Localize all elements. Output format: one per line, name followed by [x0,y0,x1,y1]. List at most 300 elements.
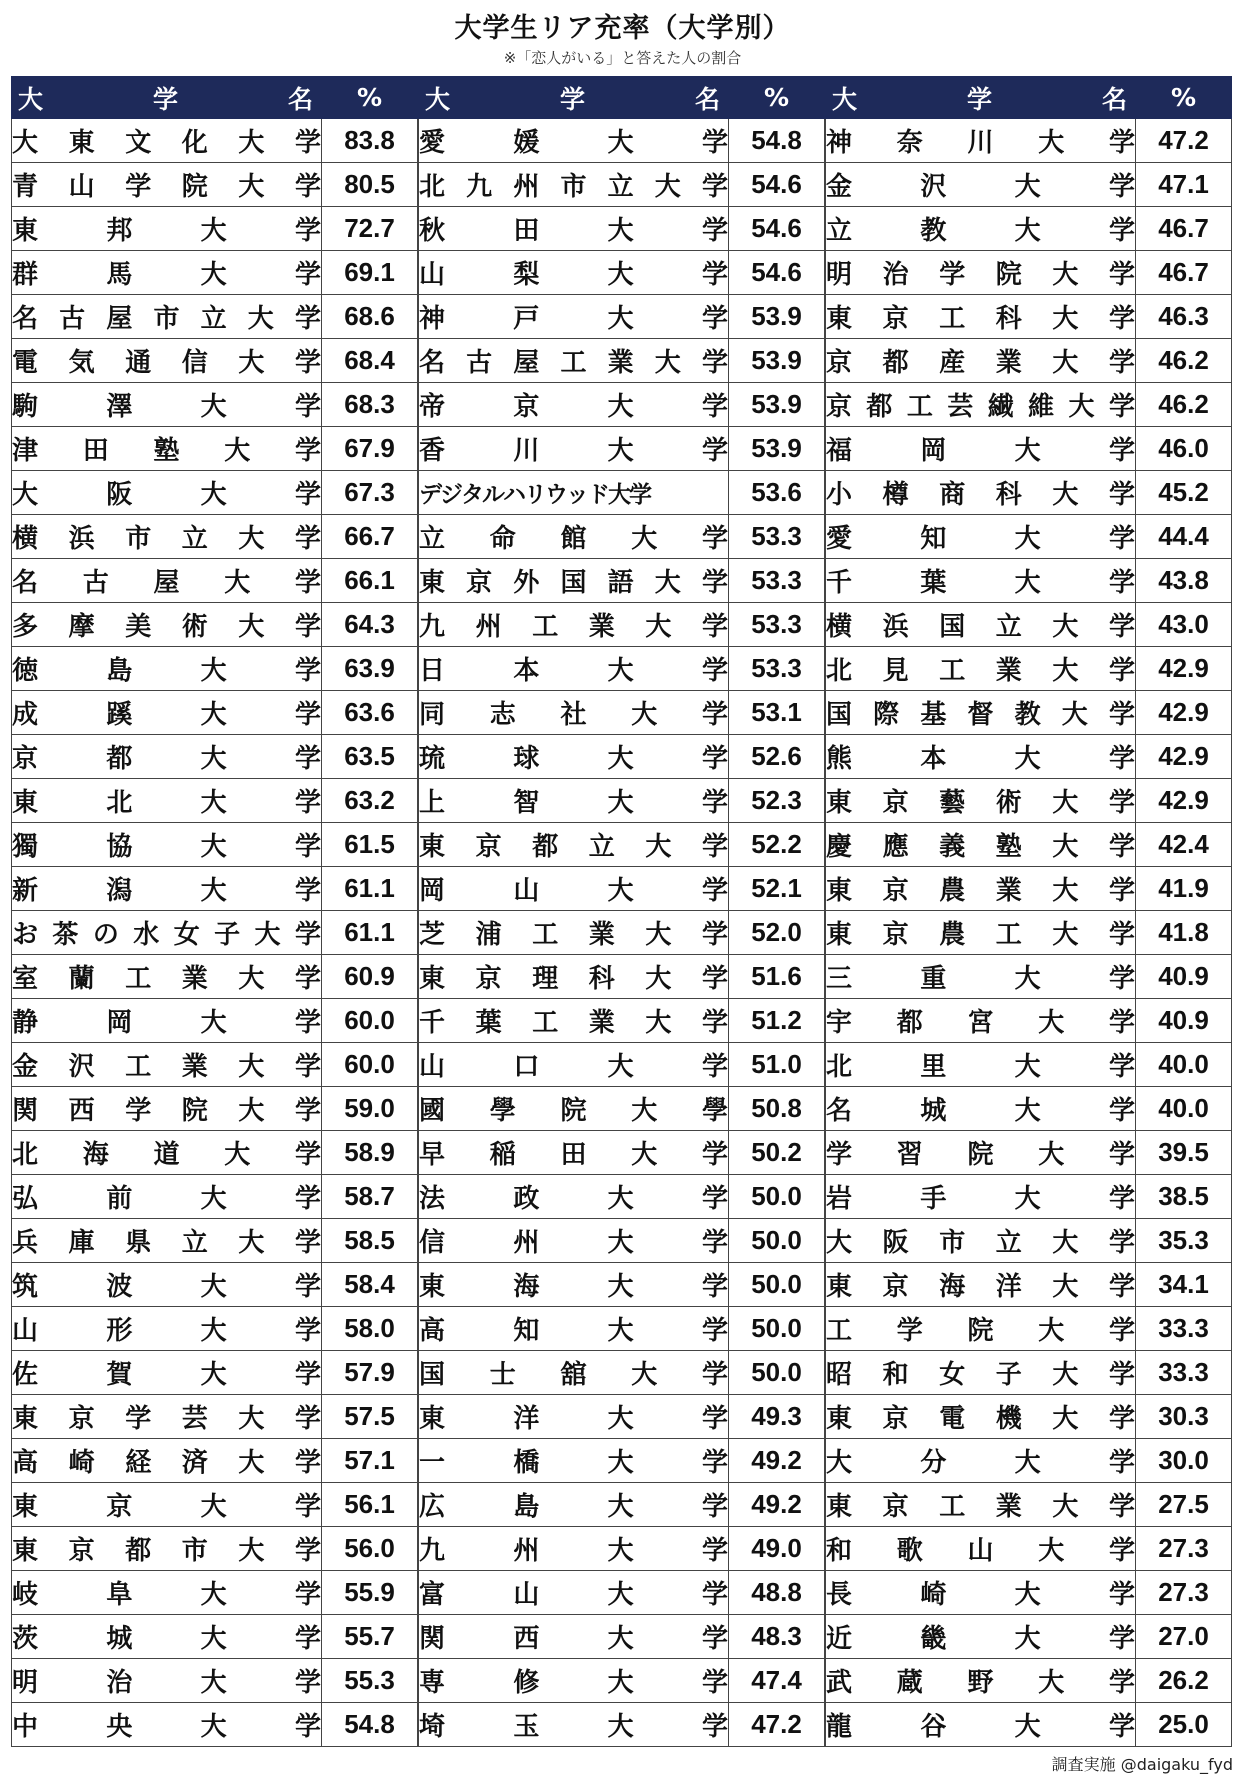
percent-value: 48.8 [729,1571,825,1615]
percent-value: 53.3 [729,515,825,559]
table-row [12,1131,418,1175]
university-name-cell [12,383,322,427]
university-name-cell [826,1263,1136,1307]
university-name: 金 沢 工 業 大 学 [12,1052,321,1082]
university-name: 電 気 通 信 大 学 [12,348,321,378]
table-row [419,1615,825,1659]
table-row [419,251,825,295]
table-row [826,1703,1232,1747]
university-name: 北 見 工 業 大 学 [826,656,1135,686]
percent-value: 60.0 [322,1043,418,1087]
percent-value: 63.6 [322,691,418,735]
header-percent: % [1136,77,1232,119]
university-name: 法 政 大 学 [419,1184,728,1214]
percent-value: 45.2 [1136,471,1232,515]
university-name: 琉 球 大 学 [419,744,728,774]
university-name-cell [12,1263,322,1307]
university-name: 大 阪 市 立 大 学 [826,1228,1135,1258]
university-name: 千 葉 工 業 大 学 [419,1008,728,1038]
percent-value: 63.5 [322,735,418,779]
table-row [12,823,418,867]
university-name-cell [12,1395,322,1439]
header-name-char: 学 [559,84,585,114]
university-name: 高 知 大 学 [419,1316,728,1346]
university-name: 成 蹊 大 学 [12,700,321,730]
table-row [826,471,1232,515]
table-row [419,911,825,955]
university-name: 新 潟 大 学 [12,876,321,906]
percent-value: 33.3 [1136,1307,1232,1351]
table-row [12,1439,418,1483]
header-name-char: 大 [18,84,44,114]
table-row [826,383,1232,427]
university-name-cell [419,1131,729,1175]
university-name-cell [826,207,1136,251]
table-row [12,559,418,603]
header-name-char: 大 [425,84,451,114]
percent-value: 43.0 [1136,603,1232,647]
university-name: 上 智 大 学 [419,788,728,818]
table-row [419,1263,825,1307]
university-name: 駒 澤 大 学 [12,392,321,422]
table-row [12,911,418,955]
table-row [12,1219,418,1263]
university-name: 東 京 工 科 大 学 [826,304,1135,334]
table-row [12,339,418,383]
university-name-cell [419,295,729,339]
percent-value: 27.5 [1136,1483,1232,1527]
university-name-cell [419,603,729,647]
percent-value: 50.2 [729,1131,825,1175]
university-name: 神 奈 川 大 学 [826,128,1135,158]
percent-value: 49.2 [729,1483,825,1527]
university-name: 愛 媛 大 学 [419,128,728,158]
table-row [419,471,825,515]
table-row [419,163,825,207]
table-row [826,1219,1232,1263]
university-name-cell [12,1131,322,1175]
table-row [12,867,418,911]
table-row [419,1703,825,1747]
table-row [12,1615,418,1659]
university-name-cell [419,515,729,559]
percent-value: 56.0 [322,1527,418,1571]
table-row [826,1087,1232,1131]
table-row [12,1571,418,1615]
percent-value: 27.0 [1136,1615,1232,1659]
percent-value: 53.3 [729,647,825,691]
percent-value: 27.3 [1136,1527,1232,1571]
university-name: 慶 應 義 塾 大 学 [826,832,1135,862]
university-name-cell [826,1395,1136,1439]
percent-value: 47.2 [729,1703,825,1747]
percent-value: 69.1 [322,251,418,295]
table-row [419,1307,825,1351]
table-row [419,559,825,603]
percent-value: 67.3 [322,471,418,515]
header-percent: % [322,77,418,119]
university-name-cell [12,1175,322,1219]
university-name: 横 浜 国 立 大 学 [826,612,1135,642]
percent-value: 63.2 [322,779,418,823]
percent-value: 52.0 [729,911,825,955]
university-name: 広 島 大 学 [419,1492,728,1522]
table-row [12,515,418,559]
university-name: 東 邦 大 学 [12,216,321,246]
table-row [826,867,1232,911]
percent-value: 25.0 [1136,1703,1232,1747]
university-name: 九 州 工 業 大 学 [419,612,728,642]
university-name: 京 都 工 芸 繊 維 大 学 [826,392,1135,422]
percent-value: 40.0 [1136,1043,1232,1087]
percent-value: 64.3 [322,603,418,647]
university-name: 専 修 大 学 [419,1668,728,1698]
university-name: 静 岡 大 学 [12,1008,321,1038]
university-name: 室 蘭 工 業 大 学 [12,964,321,994]
university-name: 東 京 外 国 語 大 学 [419,568,728,598]
university-name-cell [826,295,1136,339]
university-name-cell [419,163,729,207]
percent-value: 42.9 [1136,735,1232,779]
university-name: 明 治 大 学 [12,1668,321,1698]
university-name: 獨 協 大 学 [12,832,321,862]
table-row [826,427,1232,471]
university-name-cell [12,1615,322,1659]
percent-value: 50.0 [729,1219,825,1263]
percent-value: 42.9 [1136,691,1232,735]
university-name-cell [419,735,729,779]
university-name: 東 京 藝 術 大 学 [826,788,1135,818]
table-row [419,1439,825,1483]
percent-value: 61.1 [322,911,418,955]
table-row [826,1615,1232,1659]
university-name: 北 里 大 学 [826,1052,1135,1082]
table-row [826,1527,1232,1571]
university-name-cell [12,1043,322,1087]
table-row [826,163,1232,207]
percent-value: 42.9 [1136,779,1232,823]
university-name-cell [419,1439,729,1483]
table-row [12,955,418,999]
university-name-cell [12,999,322,1043]
percent-value: 47.4 [729,1659,825,1703]
table-row [826,119,1232,163]
university-name-cell [12,251,322,295]
percent-value: 54.8 [322,1703,418,1747]
table-row [826,1307,1232,1351]
percent-value: 39.5 [1136,1131,1232,1175]
university-name-cell [12,647,322,691]
university-name: 東 京 農 工 大 学 [826,920,1135,950]
university-name-cell [826,1659,1136,1703]
table-row [826,515,1232,559]
table-row [12,779,418,823]
table-row [419,1131,825,1175]
university-name-cell [419,383,729,427]
table-row [419,1351,825,1395]
percent-value: 49.2 [729,1439,825,1483]
table-row [12,647,418,691]
university-name: 大 東 文 化 大 学 [12,128,321,158]
percent-value: 53.3 [729,603,825,647]
table-row [12,1351,418,1395]
university-name-cell [826,779,1136,823]
table-row [826,1659,1232,1703]
university-name-cell [826,559,1136,603]
percent-value: 26.2 [1136,1659,1232,1703]
university-name-cell [12,427,322,471]
percent-value: 68.3 [322,383,418,427]
table-row [419,427,825,471]
university-name: 北 九 州 市 立 大 学 [419,172,728,202]
university-name: 北 海 道 大 学 [12,1140,321,1170]
university-name-cell [12,1659,322,1703]
header-name [419,77,729,119]
percent-value: 57.9 [322,1351,418,1395]
university-name: 名 城 大 学 [826,1096,1135,1126]
university-name-cell [419,1043,729,1087]
university-name-cell [419,1527,729,1571]
university-name-cell [419,1703,729,1747]
percent-value: 57.1 [322,1439,418,1483]
table-row [826,1263,1232,1307]
university-name-cell [419,1175,729,1219]
university-name-cell [419,647,729,691]
table-row [826,251,1232,295]
table-row [826,1351,1232,1395]
percent-value: 30.3 [1136,1395,1232,1439]
university-name-cell [826,735,1136,779]
university-name: 武 蔵 野 大 学 [826,1668,1135,1698]
table-row [12,1703,418,1747]
table-row [419,1087,825,1131]
percent-value: 58.7 [322,1175,418,1219]
university-name: 龍 谷 大 学 [826,1712,1135,1742]
university-name: 和 歌 山 大 学 [826,1536,1135,1566]
percent-value: 52.2 [729,823,825,867]
university-name: 富 山 大 学 [419,1580,728,1610]
table-row [12,427,418,471]
percent-value: 58.5 [322,1219,418,1263]
header-percent: % [729,77,825,119]
university-name: 東 京 電 機 大 学 [826,1404,1135,1434]
university-name: 芝 浦 工 業 大 学 [419,920,728,950]
university-name: 岐 阜 大 学 [12,1580,321,1610]
university-name-cell [419,1219,729,1263]
university-name: お 茶 の 水 女 子 大 学 [12,920,321,950]
table-row [826,1175,1232,1219]
page-title: 大学生リア充率（大学別） [454,13,791,44]
percent-value: 68.4 [322,339,418,383]
table-row [12,1307,418,1351]
university-name-cell [12,603,322,647]
percent-value: 51.2 [729,999,825,1043]
percent-value: 42.4 [1136,823,1232,867]
header-name-char: 学 [152,84,178,114]
ranking-table-3 [825,76,1232,1747]
ranking-table-2 [418,76,825,1747]
percent-value: 80.5 [322,163,418,207]
university-name: 筑 波 大 学 [12,1272,321,1302]
university-name: 東 京 農 業 大 学 [826,876,1135,906]
university-name: 佐 賀 大 学 [12,1360,321,1390]
university-name-cell [419,779,729,823]
percent-value: 49.3 [729,1395,825,1439]
percent-value: 59.0 [322,1087,418,1131]
table-row [419,999,825,1043]
percent-value: 50.0 [729,1307,825,1351]
university-name-cell [12,1219,322,1263]
table-row [419,515,825,559]
percent-value: 57.5 [322,1395,418,1439]
university-name-cell [419,1087,729,1131]
university-name-cell [12,779,322,823]
percent-value: 68.6 [322,295,418,339]
table-row [826,207,1232,251]
percent-value: 53.6 [729,471,825,515]
university-name-cell [826,251,1136,295]
university-name-cell [826,471,1136,515]
table-row [419,1571,825,1615]
university-name-cell [826,647,1136,691]
university-name: 徳 島 大 学 [12,656,321,686]
table-row [419,647,825,691]
table-row [12,1395,418,1439]
table-row [419,1043,825,1087]
university-name: 群 馬 大 学 [12,260,321,290]
university-name: 東 京 学 芸 大 学 [12,1404,321,1434]
university-name-cell [419,1659,729,1703]
university-name-cell [419,1483,729,1527]
university-name-cell [826,427,1136,471]
table-row [12,691,418,735]
university-name-cell [826,691,1136,735]
table-row [826,911,1232,955]
percent-value: 49.0 [729,1527,825,1571]
university-name-cell [419,251,729,295]
university-name: 東 海 大 学 [419,1272,728,1302]
percent-value: 50.8 [729,1087,825,1131]
university-name-cell [419,955,729,999]
university-name-cell [826,823,1136,867]
header-name [12,77,322,119]
university-name: 愛 知 大 学 [826,524,1135,554]
university-name: 九 州 大 学 [419,1536,728,1566]
table-row [826,1439,1232,1483]
percent-value: 50.0 [729,1175,825,1219]
table-row [12,1175,418,1219]
university-name: 近 畿 大 学 [826,1624,1135,1654]
table-row [419,1527,825,1571]
table-row [826,1483,1232,1527]
percent-value: 53.9 [729,295,825,339]
university-name-cell [12,735,322,779]
percent-value: 54.6 [729,163,825,207]
percent-value: 54.6 [729,207,825,251]
university-name-cell [419,999,729,1043]
university-name-cell [12,207,322,251]
university-name: 山 梨 大 学 [419,260,728,290]
percent-value: 42.9 [1136,647,1232,691]
university-name: 津 田 塾 大 学 [12,436,321,466]
table-row [826,779,1232,823]
university-name: 名 古 屋 工 業 大 学 [419,348,728,378]
university-name: 東 洋 大 学 [419,1404,728,1434]
university-name: 埼 玉 大 学 [419,1712,728,1742]
table-row [12,295,418,339]
percent-value: 46.7 [1136,251,1232,295]
percent-value: 52.3 [729,779,825,823]
table-row [419,779,825,823]
university-name: 昭 和 女 子 大 学 [826,1360,1135,1390]
university-name-cell [826,955,1136,999]
university-name-cell [826,1087,1136,1131]
university-name-cell [12,559,322,603]
table-row [12,603,418,647]
university-name-cell [826,1043,1136,1087]
university-name-cell [12,163,322,207]
percent-value: 60.9 [322,955,418,999]
table-row [419,1483,825,1527]
university-name: 京 都 産 業 大 学 [826,348,1135,378]
table-row [826,295,1232,339]
university-name-cell [826,163,1136,207]
percent-value: 33.3 [1136,1351,1232,1395]
university-name: 立 命 館 大 学 [419,524,728,554]
percent-value: 30.0 [1136,1439,1232,1483]
university-name: 東 京 海 洋 大 学 [826,1272,1135,1302]
university-name-cell [419,119,729,163]
percent-value: 55.3 [322,1659,418,1703]
table-row [826,1395,1232,1439]
university-name: 宇 都 宮 大 学 [826,1008,1135,1038]
university-name: 多 摩 美 術 大 学 [12,612,321,642]
university-name: 國 學 院 大 學 [419,1096,728,1126]
table-row [12,207,418,251]
table-row [419,867,825,911]
university-name-cell [12,1439,322,1483]
university-name-cell [419,911,729,955]
percent-value: 53.1 [729,691,825,735]
university-name-cell [12,1527,322,1571]
university-name-cell [12,1703,322,1747]
percent-value: 41.8 [1136,911,1232,955]
university-name-cell [826,119,1136,163]
university-name: 長 崎 大 学 [826,1580,1135,1610]
percent-value: 48.3 [729,1615,825,1659]
percent-value: 53.9 [729,383,825,427]
university-name-cell [419,1571,729,1615]
percent-value: 66.7 [322,515,418,559]
university-name-cell [826,515,1136,559]
university-name-cell [826,1703,1136,1747]
university-name-cell [826,1307,1136,1351]
university-name-cell [12,471,322,515]
table-row [826,735,1232,779]
university-name-cell [826,911,1136,955]
table-row [419,823,825,867]
university-name-cell [826,1351,1136,1395]
university-name: 金 沢 大 学 [826,172,1135,202]
percent-value: 53.9 [729,339,825,383]
university-name: 千 葉 大 学 [826,568,1135,598]
percent-value: 44.4 [1136,515,1232,559]
percent-value: 40.0 [1136,1087,1232,1131]
table-row [12,383,418,427]
university-name: 山 形 大 学 [12,1316,321,1346]
university-name: 東 京 理 科 大 学 [419,964,728,994]
university-name-cell [419,427,729,471]
